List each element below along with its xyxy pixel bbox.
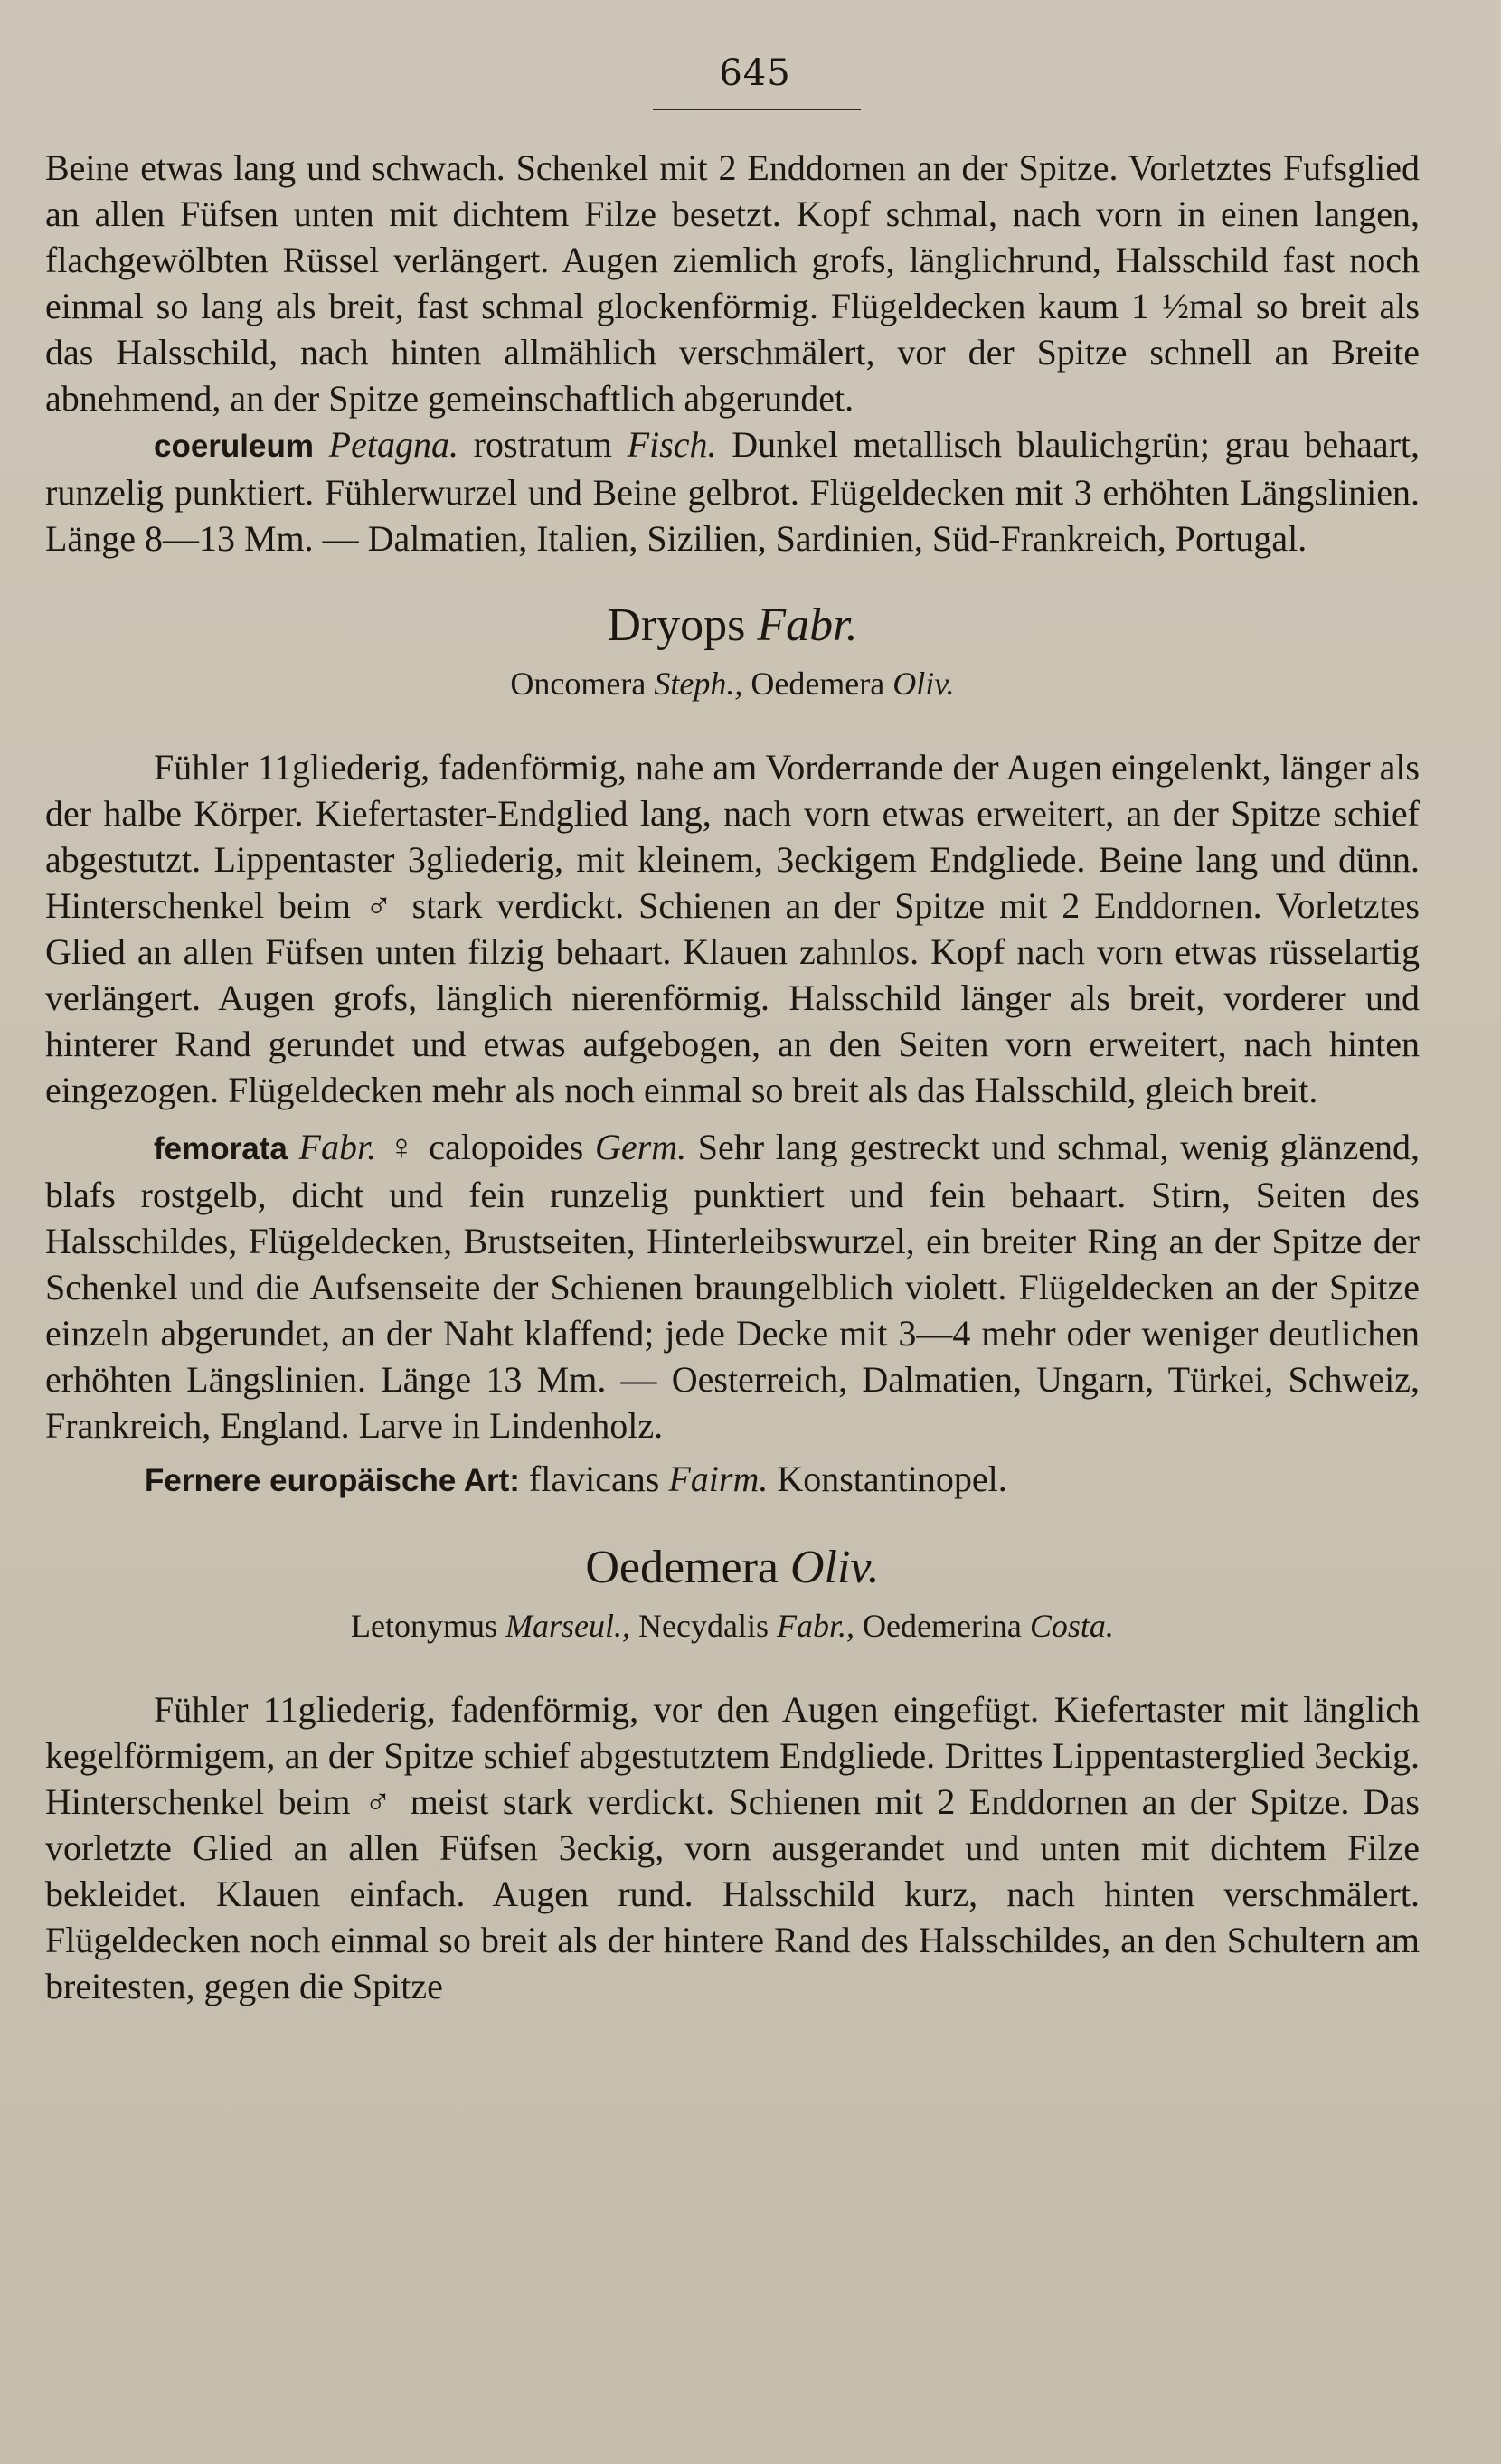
page-content <box>45 145 1420 2009</box>
synonym-name: Oncomera <box>510 666 647 702</box>
synonym-author: Costa. <box>1029 1608 1114 1644</box>
genus-heading-dryops <box>45 596 1420 656</box>
species-entry-coeruleum <box>45 421 1420 562</box>
genus-heading-oedemera <box>45 1538 1420 1598</box>
species-author: Fabr. <box>298 1127 377 1167</box>
genus-description-dryops: Fühler 11gliederig, fadenförmig, nahe am Vorderrande der Augen eingelenkt, länger als der halbe Körper. Kiefertaster-Endglied lang, nach vorn etwas erweitert, an der Spitze schief abgestutzt. Lippentaster 3gliederig, mit kleinem, 3eckigem Endgliede. Beine lang und dünn. Hinterschenkel beim ♂ stark verdickt. Schienen an der Spitze mit 2 Enddornen. Vorletztes Glied an allen Füfsen unten filzig behaart. Klauen zahnlos. Kopf nach vorn etwas rüsselartig verlängert. Augen grofs, länglich nierenförmig. Halsschild länger als breit, vorderer und hinterer Rand gerundet und etwas aufgebogen, an den Seiten vorn erweitert, nach hinten eingezogen. Flügeldecken mehr als noch einmal so breit als das Halsschild, gleich breit. <box>45 747 1420 1110</box>
further-species-locality: Konstantinopel. <box>777 1459 1007 1499</box>
synonym-name: rostratum <box>473 424 612 465</box>
species-description: Dunkel metallisch blaulichgrün; grau behaart, runzelig punktiert. Fühlerwurzel und Beine gelbrot. Flügeldecken mit 3 erhöhten Längslinien. Länge 8—13 Mm. — Dalmatien, Italien, Sizilien, Sardinien, Süd-Frankreich, Portugal. <box>45 424 1421 559</box>
header-rule <box>653 109 861 110</box>
further-species <box>145 1456 1420 1504</box>
genus-author: Oliv. <box>789 1542 880 1593</box>
genus-description-oedemera: Fühler 11gliederig, fadenförmig, vor den Augen eingefügt. Kiefertaster mit länglich kegelförmigem, an der Spitze schief abgestutztem Endgliede. Drittes Lippentasterglied 3eckig. Hinterschenkel beim ♂ meist stark verdickt. Schienen mit 2 Enddornen an der Spitze. Das vorletzte Glied an allen Füfsen 3eckig, vorn ausgerandet und unten mit dichtem Filze bekleidet. Klauen einfach. Augen rund. Halsschild kurz, nach hinten verschmälert. Flügeldecken noch einmal so breit als der hintere Rand des Halsschildes, an den Schultern am breitesten, gegen die Spitze <box>45 1689 1420 2006</box>
further-species-name: flavicans <box>528 1459 660 1499</box>
synonym-author: Steph., <box>654 666 743 702</box>
synonym-author: Germ. <box>594 1127 687 1167</box>
genus-name: Dryops <box>607 599 746 651</box>
page-number: 645 <box>719 52 791 94</box>
further-species-label: Fernere europäische Art: <box>145 1463 520 1498</box>
synonym-name: Oedemerina <box>863 1608 1022 1644</box>
intro-paragraph: Beine etwas lang und schwach. Schenkel mit 2 Enddornen an der Spitze. Vorletztes Fufsglied an allen Füfsen unten mit dichtem Filze besetzt. Kopf schmal, nach vorn in einen langen, flachgewölbten Rüssel verlängert. Augen ziemlich grofs, länglichrund, Halsschild fast noch einmal so lang als breit, fast schmal glockenförmig. Flügeldecken kaum 1 ½mal so breit als das Halsschild, nach hinten allmählich verschmälert, vor der Spitze schnell an Breite abnehmend, an der Spitze gemeinschaftlich abgerundet. <box>45 147 1420 419</box>
species-description: Sehr lang gestreckt und schmal, wenig glänzend, blafs rostgelb, dicht und fein runzelig punktiert und fein behaart. Stirn, Seiten des Halsschildes, Flügeldecken, Brustseiten, Hinterleibswurzel, ein breiter Ring an der Spitze der Schenkel und die Aufsenseite der Schienen braungelblich violett. Flügeldecken an der Spitze einzeln abgerundet, an der Naht klaffend; jede Decke mit 3—4 mehr oder weniger deutlichen erhöhten Längslinien. Länge 13 Mm. — Oesterreich, Dalmatien, Ungarn, Türkei, Schweiz, Frankreich, England. Larve in Lindenholz. <box>45 1127 1420 1446</box>
genus-synonyms-oedemera <box>45 1603 1420 1648</box>
genus-synonyms-dryops <box>45 661 1420 706</box>
species-name: femorata <box>154 1131 288 1166</box>
genus-name: Oedemera <box>585 1542 779 1593</box>
synonym-name: calopoides <box>429 1127 584 1167</box>
synonym-author: Oliv. <box>892 666 955 702</box>
synonym-author: Marseul., <box>505 1608 631 1644</box>
synonym-author: Fisch. <box>627 424 717 465</box>
further-species-author: Fairm. <box>668 1459 769 1499</box>
species-entry-femorata <box>45 1124 1420 1449</box>
species-name: coeruleum <box>154 429 314 464</box>
species-author: Petagna. <box>328 424 458 465</box>
female-symbol-icon: ♀ <box>387 1127 418 1167</box>
genus-author: Fabr. <box>757 599 858 651</box>
synonym-name: Letonymus <box>351 1608 498 1644</box>
spacer <box>45 1113 1420 1124</box>
synonym-author: Fabr., <box>776 1608 854 1644</box>
synonym-name: Oedemera <box>750 666 885 702</box>
synonym-name: Necydalis <box>638 1608 769 1644</box>
